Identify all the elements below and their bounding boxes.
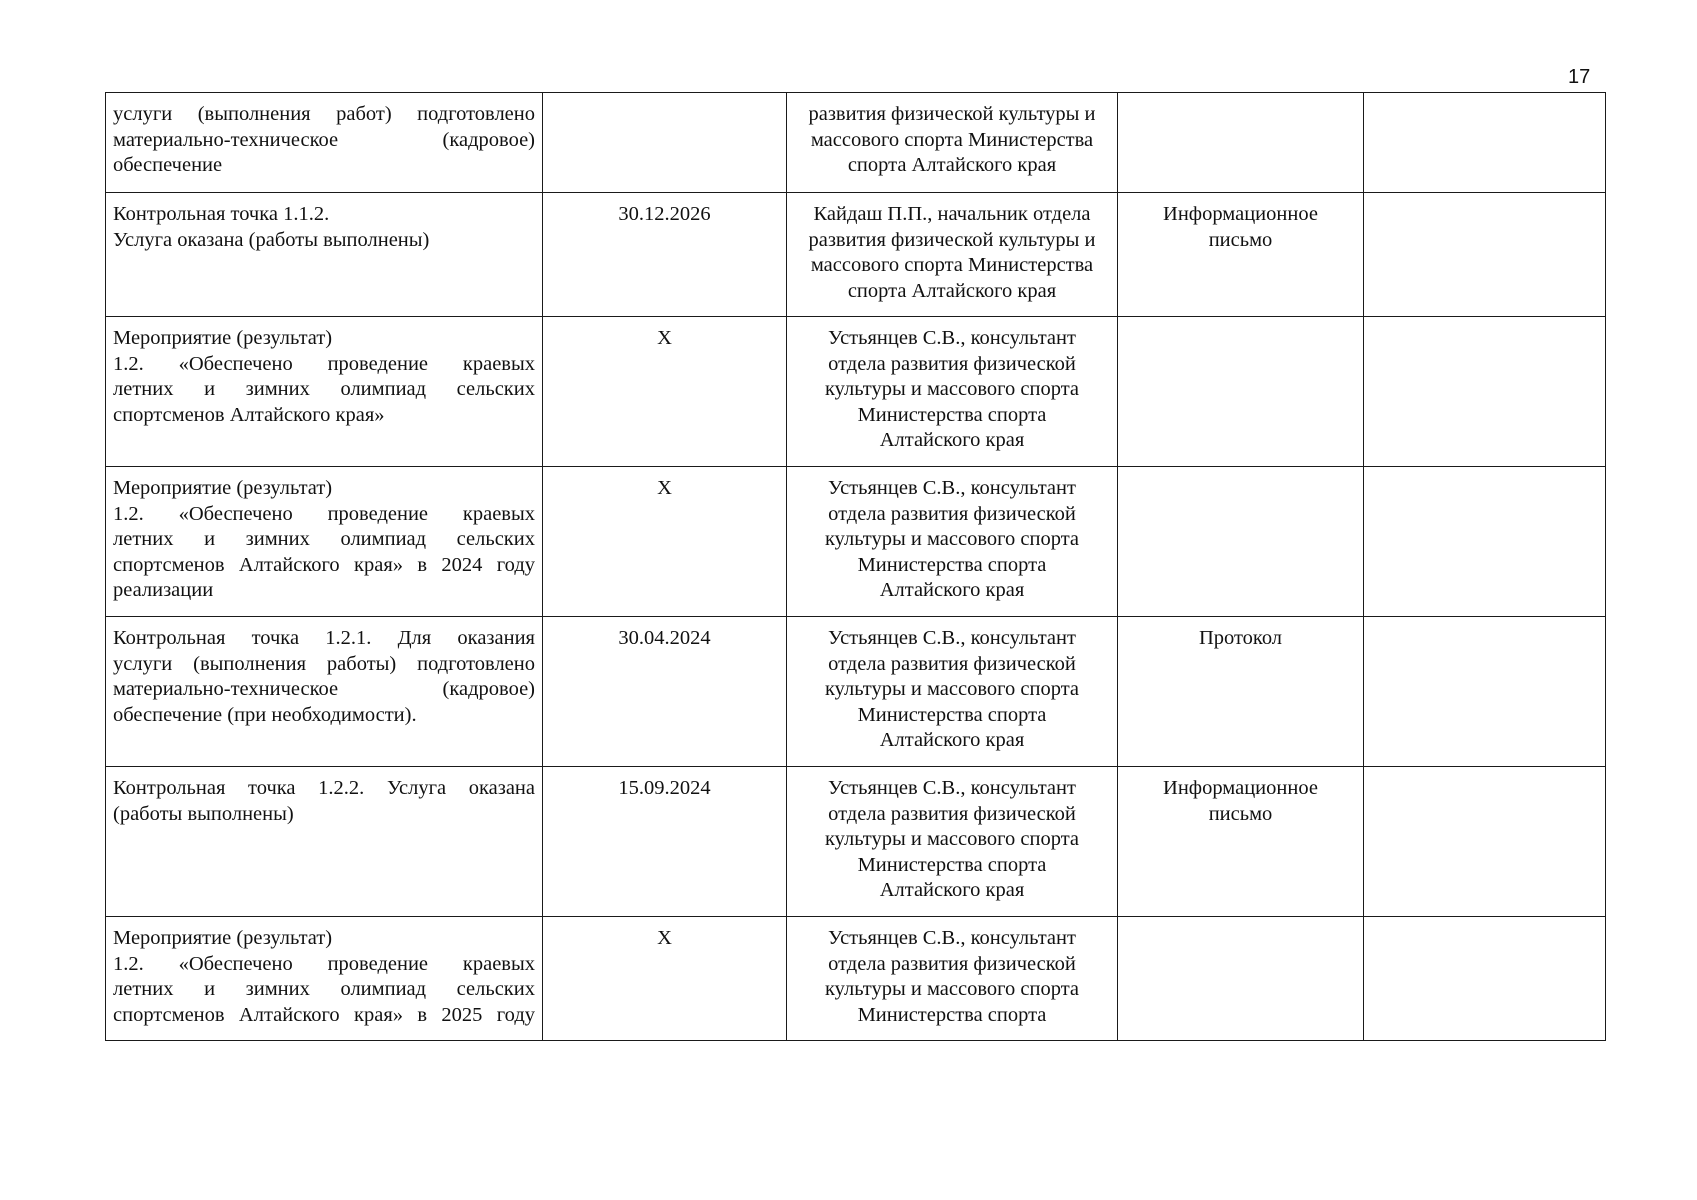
activity-name-line: Контрольная точка 1.2.2. Услуга оказана bbox=[113, 777, 535, 799]
activity-name-line: Контрольная точка 1.2.1. Для оказания bbox=[113, 627, 535, 649]
responsible-line: Алтайского края bbox=[879, 579, 1025, 601]
cell-responsible bbox=[787, 193, 1118, 317]
cell-extra bbox=[1364, 767, 1606, 917]
document-type-line: Информационное bbox=[1163, 203, 1318, 225]
responsible-line: культуры и массового спорта bbox=[824, 828, 1080, 850]
deadline-value: 15.09.2024 bbox=[618, 777, 711, 799]
cell-activity-name bbox=[106, 93, 543, 193]
cell-extra bbox=[1364, 193, 1606, 317]
activity-name-line: спортсменов Алтайского края» bbox=[113, 403, 385, 426]
activity-name-line: услуги (выполнения работы) подготовлено bbox=[113, 652, 535, 675]
responsible-line: массового спорта Министерства bbox=[810, 254, 1094, 276]
deadline-value: 30.12.2026 bbox=[618, 203, 711, 225]
activity-name-line: летних и зимних олимпиад сельских bbox=[113, 528, 535, 550]
cell-deadline bbox=[543, 617, 787, 767]
responsible-line: культуры и массового спорта bbox=[824, 678, 1080, 700]
cell-deadline bbox=[543, 917, 787, 1041]
responsible-line: Министерства спорта bbox=[857, 553, 1047, 576]
responsible-line: Устьянцев С.В., консультант bbox=[828, 477, 1076, 499]
cell-deadline bbox=[543, 93, 787, 193]
cell-responsible bbox=[787, 767, 1118, 917]
deadline-value: X bbox=[657, 927, 672, 949]
responsible-line: спорта Алтайского края bbox=[847, 279, 1057, 302]
document-type-line: Протокол bbox=[1198, 627, 1283, 649]
cell-responsible bbox=[787, 93, 1118, 193]
responsible-line: культуры и массового спорта bbox=[824, 528, 1080, 550]
table-row bbox=[106, 917, 1606, 1041]
plan-table bbox=[105, 92, 1606, 1041]
responsible-line: спорта Алтайского края bbox=[847, 154, 1057, 176]
cell-document-type bbox=[1118, 467, 1364, 617]
cell-document-type bbox=[1118, 917, 1364, 1041]
cell-document-type bbox=[1118, 317, 1364, 467]
cell-document-type bbox=[1118, 193, 1364, 317]
plan-table-body bbox=[106, 93, 1606, 1041]
cell-extra bbox=[1364, 93, 1606, 193]
cell-extra bbox=[1364, 917, 1606, 1041]
cell-activity-name bbox=[106, 193, 543, 317]
responsible-line: Устьянцев С.В., консультант bbox=[828, 327, 1076, 349]
responsible-line: Министерства спорта bbox=[857, 403, 1047, 426]
responsible-line: культуры и массового спорта bbox=[824, 378, 1080, 400]
activity-name-line: летних и зимних олимпиад сельских bbox=[113, 378, 535, 400]
activity-name-line: реализации bbox=[113, 579, 214, 601]
page-number: 17 bbox=[1568, 66, 1591, 88]
responsible-line: Устьянцев С.В., консультант bbox=[828, 927, 1076, 949]
activity-name-line: материально-техническое (кадровое) bbox=[113, 128, 535, 151]
cell-activity-name bbox=[106, 617, 543, 767]
cell-responsible bbox=[787, 317, 1118, 467]
activity-name-line: летних и зимних олимпиад сельских bbox=[113, 978, 535, 1000]
activity-name-line: услуги (выполнения работ) подготовлено bbox=[113, 103, 535, 125]
deadline-value: X bbox=[657, 327, 672, 349]
cell-document-type bbox=[1118, 93, 1364, 193]
responsible-line: развития физической культуры и bbox=[808, 103, 1096, 125]
activity-name-line: 1.2. «Обеспечено проведение краевых bbox=[113, 502, 535, 525]
responsible-line: развития физической культуры и bbox=[808, 228, 1096, 251]
cell-document-type bbox=[1118, 617, 1364, 767]
responsible-line: Министерства спорта bbox=[857, 703, 1047, 726]
table-row bbox=[106, 93, 1606, 193]
cell-activity-name bbox=[106, 767, 543, 917]
responsible-line: Алтайского края bbox=[879, 729, 1025, 751]
table-row bbox=[106, 193, 1606, 317]
deadline-value: X bbox=[657, 477, 672, 499]
activity-name-line: материально-техническое (кадровое) bbox=[113, 678, 535, 700]
activity-name-line: Услуга оказана (работы выполнены) bbox=[113, 228, 430, 251]
cell-document-type bbox=[1118, 767, 1364, 917]
activity-name-line: обеспечение bbox=[113, 154, 223, 176]
activity-name-line: Мероприятие (результат) bbox=[113, 327, 333, 349]
activity-name-line: спортсменов Алтайского края» в 2024 году bbox=[113, 553, 535, 576]
cell-extra bbox=[1364, 317, 1606, 467]
responsible-line: Алтайского края bbox=[879, 879, 1025, 901]
activity-name-line: (работы выполнены) bbox=[113, 802, 294, 825]
cell-deadline bbox=[543, 467, 787, 617]
activity-name-line: обеспечение (при необходимости). bbox=[113, 703, 417, 726]
activity-name-line: 1.2. «Обеспечено проведение краевых bbox=[113, 352, 535, 375]
responsible-line: отдела развития физической bbox=[828, 802, 1076, 825]
cell-responsible bbox=[787, 917, 1118, 1041]
responsible-line: массового спорта Министерства bbox=[810, 128, 1094, 151]
responsible-line: отдела развития физической bbox=[828, 502, 1076, 525]
responsible-line: Министерства спорта bbox=[857, 853, 1047, 876]
table-row bbox=[106, 767, 1606, 917]
responsible-line: Министерства спорта bbox=[857, 1003, 1047, 1026]
responsible-line: отдела развития физической bbox=[828, 352, 1076, 375]
activity-name-line: Мероприятие (результат) bbox=[113, 927, 333, 949]
document-type-line: Информационное bbox=[1163, 777, 1318, 799]
responsible-line: Устьянцев С.В., консультант bbox=[828, 777, 1076, 799]
table-row bbox=[106, 617, 1606, 767]
responsible-line: отдела развития физической bbox=[828, 652, 1076, 675]
deadline-value: 30.04.2024 bbox=[618, 627, 711, 649]
responsible-line: Алтайского края bbox=[879, 429, 1025, 451]
cell-deadline bbox=[543, 767, 787, 917]
cell-responsible bbox=[787, 467, 1118, 617]
responsible-line: Устьянцев С.В., консультант bbox=[828, 627, 1076, 649]
table-row bbox=[106, 467, 1606, 617]
responsible-line: отдела развития физической bbox=[828, 952, 1076, 975]
responsible-line: культуры и массового спорта bbox=[824, 978, 1080, 1000]
activity-name-line: 1.2. «Обеспечено проведение краевых bbox=[113, 952, 535, 975]
cell-responsible bbox=[787, 617, 1118, 767]
cell-extra bbox=[1364, 617, 1606, 767]
cell-extra bbox=[1364, 467, 1606, 617]
activity-name-line: Контрольная точка 1.1.2. bbox=[113, 203, 330, 225]
cell-activity-name bbox=[106, 917, 543, 1041]
cell-activity-name bbox=[106, 317, 543, 467]
document-type-line: письмо bbox=[1208, 228, 1273, 251]
table-row bbox=[106, 317, 1606, 467]
responsible-line: Кайдаш П.П., начальник отдела bbox=[813, 203, 1091, 225]
document-type-line: письмо bbox=[1208, 802, 1273, 825]
cell-deadline bbox=[543, 193, 787, 317]
activity-name-line: Мероприятие (результат) bbox=[113, 477, 333, 499]
cell-deadline bbox=[543, 317, 787, 467]
activity-name-line: спортсменов Алтайского края» в 2025 году bbox=[113, 1003, 535, 1026]
cell-activity-name bbox=[106, 467, 543, 617]
